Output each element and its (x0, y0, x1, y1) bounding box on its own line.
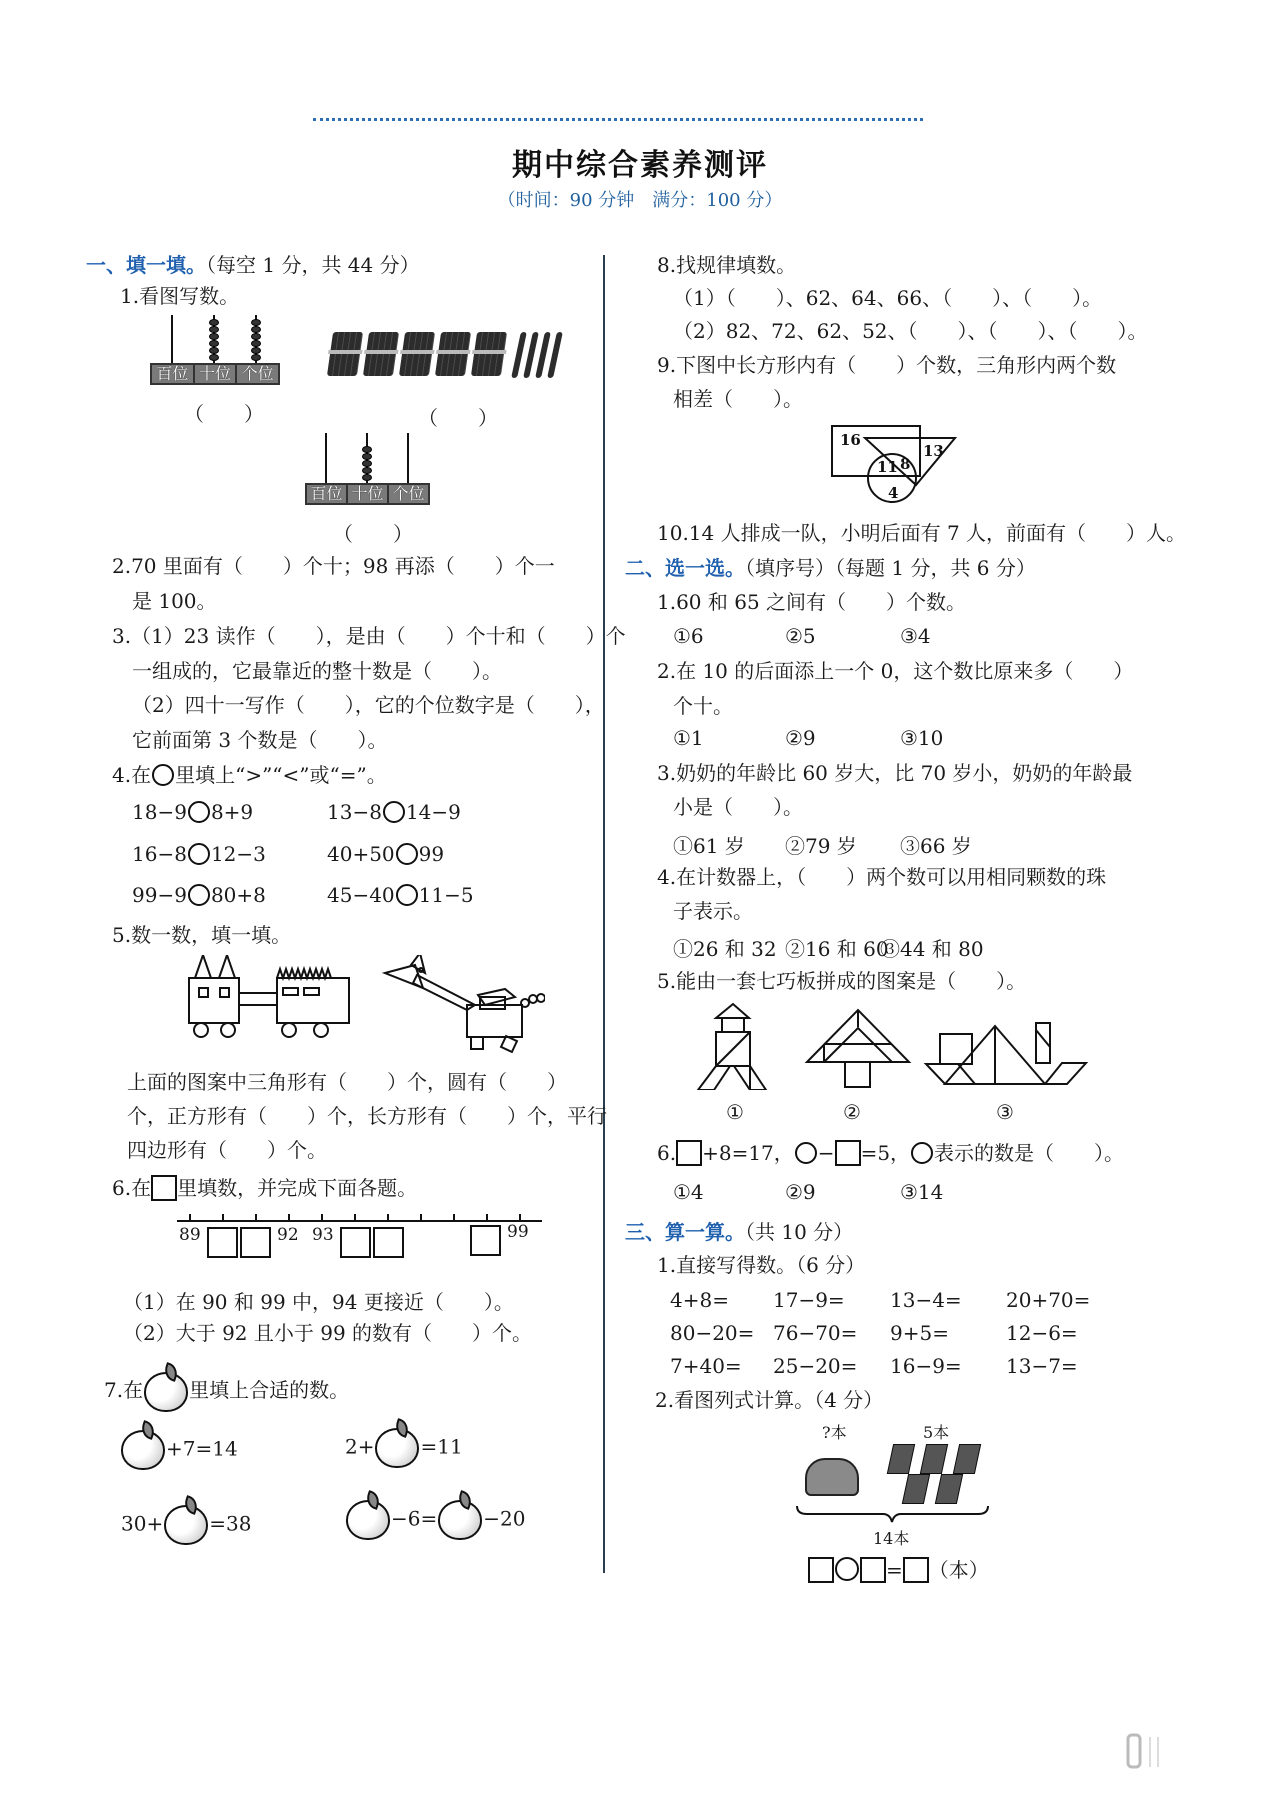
q4-text-post: 里填上“>”“<”或“=”。 (175, 763, 387, 787)
s2-q4-line2: 子表示。 (673, 899, 753, 923)
shapes-numbers-figure (820, 423, 970, 508)
option[interactable]: ②79 岁 (785, 834, 857, 858)
numberline-label: 92 (277, 1225, 299, 1245)
square-icon (835, 1140, 861, 1166)
option[interactable]: ①26 和 32 (673, 937, 777, 961)
option[interactable]: ①61 岁 (673, 834, 745, 858)
corner-watermark-icon (1120, 1731, 1180, 1771)
answer-box[interactable] (903, 1557, 929, 1583)
q9-line1: 9.下图中长方形内有（ ）个数，三角形内两个数 (657, 353, 1117, 377)
stick-bundle (471, 332, 507, 376)
q9-line2: 相差（ ）。 (673, 387, 803, 411)
q8-sub1: （1）（ ）、62、64、66、（ ）、（ ）。 (673, 286, 1103, 310)
q4-text (112, 762, 387, 788)
q3-line1: 3.（1）23 读作（ ），是由（ ）个十和（ ）个 (112, 624, 626, 648)
compare-circle[interactable] (188, 801, 210, 823)
label-known: 5本 (923, 1423, 950, 1442)
circle-icon (795, 1142, 817, 1164)
svg-text:4: 4 (888, 484, 899, 502)
option[interactable]: ③10 (900, 726, 944, 750)
option[interactable]: ③66 岁 (900, 834, 972, 858)
apple-equation-1: +7=14 (120, 1430, 238, 1470)
page-subtitle: （时间：90 分钟 满分：100 分） (497, 190, 783, 211)
q1-1-text: 1.看图写数。 (120, 284, 240, 308)
square-icon (676, 1140, 702, 1166)
schoolbag-icon (805, 1458, 859, 1496)
section2-note: （填序号）（每题 1 分，共 6 分） (745, 556, 1036, 580)
abacus-label-ones: 个位 (392, 484, 425, 503)
arithmetic-item: 12−6= (1006, 1321, 1078, 1345)
abacus-label-hundreds: 百位 (152, 365, 195, 383)
circle-icon (911, 1142, 933, 1164)
option[interactable]: ②5 (785, 624, 816, 648)
figure-label: ③ (996, 1100, 1014, 1124)
svg-text:13: 13 (923, 442, 944, 460)
s2-q5-text: 5.能由一套七巧板拼成的图案是（ ）。 (657, 969, 1027, 993)
s2-q6-text: 6. +8=17， − =5， 表示的数是（ ）。 (657, 1141, 1125, 1165)
numberline-box[interactable] (207, 1227, 238, 1258)
option[interactable]: ①4 (673, 1180, 704, 1204)
shapes-figure (185, 955, 545, 1055)
q6-sub2: （2）大于 92 且小于 99 的数有（ ）个。 (123, 1321, 533, 1345)
option[interactable]: ②9 (785, 1180, 816, 1204)
section2-title: 二、选一选。 (625, 556, 745, 580)
equation-template: = （本） (808, 1555, 989, 1585)
numberline-box[interactable] (470, 1225, 501, 1256)
option[interactable]: ①1 (673, 726, 704, 750)
svg-text:11: 11 (877, 458, 898, 476)
compare-item: 18−9 8+9 (132, 800, 254, 824)
figure-label: ① (726, 1100, 744, 1124)
numberline-label: 99 (507, 1222, 529, 1242)
apple-equation-2: 2+ =11 (345, 1428, 463, 1468)
answer-box[interactable] (808, 1557, 834, 1583)
compare-item: 99−9 80+8 (132, 883, 266, 907)
section3-title: 三、算一算。 (625, 1220, 745, 1244)
compare-circle[interactable] (188, 884, 210, 906)
arithmetic-item: 9+5= (890, 1321, 949, 1345)
svg-text:16: 16 (840, 431, 861, 449)
tangram-figures (690, 1002, 1110, 1090)
operator-circle[interactable] (835, 1557, 859, 1581)
apple-blank[interactable] (164, 1505, 208, 1545)
square-icon (151, 1175, 177, 1201)
s2-q4-line1: 4.在计数器上，（ ）两个数可以用相同颗数的珠 (657, 865, 1107, 889)
q3-line2: 一组成的，它最靠近的整十数是（ ）。 (132, 659, 502, 683)
section1-heading (86, 252, 420, 278)
numberline-label: 89 (179, 1225, 201, 1245)
page-title: 期中综合素养测评 (512, 148, 768, 183)
s2-q3-line2: 小是（ ）。 (673, 795, 803, 819)
answer-box[interactable] (860, 1557, 886, 1583)
stick-bundle (399, 332, 435, 376)
header-dotted-rule (313, 118, 923, 121)
stick-bundle (327, 332, 363, 376)
abacus-label-tens: 十位 (195, 365, 238, 383)
q10-text: 10.14 人排成一队，小明后面有 7 人，前面有（ ）人。 (657, 521, 1187, 545)
option[interactable]: ③4 (900, 624, 931, 648)
arithmetic-item: 7+40= (670, 1354, 742, 1378)
book-icon (920, 1444, 948, 1474)
section3-note: （共 10 分） (745, 1220, 854, 1244)
q3-line4: 它前面第 3 个数是（ ）。 (132, 728, 388, 752)
option[interactable]: ②9 (785, 726, 816, 750)
arithmetic-item: 20+70= (1006, 1288, 1091, 1312)
arithmetic-item: 13−7= (1006, 1354, 1078, 1378)
compare-item: 45−40 11−5 (327, 883, 474, 907)
compare-item: 16−8 12−3 (132, 842, 266, 866)
label-total: 14本 (873, 1529, 910, 1548)
brace (795, 1504, 990, 1524)
apple-blank[interactable] (375, 1428, 419, 1468)
s2-q2-line1: 2.在 10 的后面添上一个 0，这个数比原来多（ ） (657, 659, 1134, 683)
section3-heading (625, 1219, 853, 1245)
arithmetic-item: 25−20= (773, 1354, 858, 1378)
abacus-label-hundreds: 百位 (307, 485, 348, 503)
q6-sub1: （1）在 90 和 99 中，94 更接近（ ）。 (123, 1290, 514, 1314)
arithmetic-item: 16−9= (890, 1354, 962, 1378)
option[interactable]: ③14 (900, 1180, 944, 1204)
book-icon (935, 1474, 963, 1504)
abacus-1 (150, 315, 280, 385)
apple-icon (144, 1372, 188, 1412)
q5-text: 5.数一数，填一填。 (112, 923, 292, 947)
compare-item: 13−8 14−9 (327, 800, 461, 824)
option[interactable]: ①6 (673, 624, 704, 648)
q5-line3: 四边形有（ ）个。 (127, 1138, 327, 1162)
abacus-label-tens: 十位 (348, 485, 389, 503)
compare-circle[interactable] (188, 843, 210, 865)
section1-note: （每空 1 分，共 44 分） (206, 253, 420, 277)
q4-text-pre: 4.在 (112, 763, 152, 787)
section2-heading (625, 555, 1036, 581)
single-stick (547, 332, 563, 378)
s3-q2-text: 2.看图列式计算。（4 分） (655, 1388, 884, 1412)
q5-line1: 上面的图案中三角形有（ ）个，圆有（ ） (127, 1070, 567, 1094)
arithmetic-item: 17−9= (773, 1288, 845, 1312)
numberline-label: 93 (312, 1225, 334, 1245)
arithmetic-item: 80−20= (670, 1321, 755, 1345)
numberline-box[interactable] (240, 1227, 271, 1258)
q8-text: 8.找规律填数。 (657, 253, 797, 277)
q1-blank-2[interactable]: （ ） (418, 406, 498, 430)
q6-text: 6.在 里填数，并完成下面各题。 (112, 1176, 418, 1200)
compare-circle[interactable] (396, 884, 418, 906)
apple-blank[interactable] (346, 1500, 390, 1540)
apple-equation-4: −6= −20 (345, 1500, 525, 1540)
abacus-label-ones: 个位 (241, 364, 274, 383)
s3-q1-text: 1.直接写得数。（6 分） (657, 1253, 866, 1277)
s2-q2-line2: 个十。 (673, 694, 733, 718)
s2-q3-line1: 3.奶奶的年龄比 60 岁大，比 70 岁小，奶奶的年龄最 (657, 761, 1133, 785)
numberline-box[interactable] (373, 1227, 404, 1258)
book-icon (953, 1444, 981, 1474)
stick-bundle (363, 332, 399, 376)
q1-blank-3[interactable]: （ ） (333, 522, 413, 546)
s2-q1-text: 1.60 和 65 之间有（ ）个数。 (657, 590, 967, 614)
option[interactable]: ③44 和 80 (880, 937, 984, 961)
figure-label: ② (843, 1100, 861, 1124)
circle-icon (152, 764, 174, 786)
section1-title: 一、填一填。 (86, 253, 206, 277)
book-icon (887, 1444, 915, 1474)
q1-blank-1[interactable]: （ ） (184, 402, 264, 426)
arithmetic-item: 13−4= (890, 1288, 962, 1312)
q3-line3: （2）四十一写作（ ），它的个位数字是（ ）， (132, 693, 605, 717)
compare-item: 40+50 99 (327, 842, 445, 866)
label-unknown: ?本 (822, 1423, 847, 1442)
q5-line2: 个，正方形有（ ）个，长方形有（ ）个，平行 (127, 1104, 607, 1128)
numberline-box[interactable] (340, 1227, 371, 1258)
q8-sub2: （2）82、72、62、52、（ ）、（ ）、（ ）。 (673, 319, 1148, 343)
apple-blank[interactable] (121, 1430, 165, 1470)
compare-circle[interactable] (396, 843, 418, 865)
abacus-2 (305, 433, 430, 505)
apple-blank[interactable] (438, 1500, 482, 1540)
option[interactable]: ②16 和 60 (785, 937, 889, 961)
arithmetic-item: 76−70= (773, 1321, 858, 1345)
number-line (177, 1210, 542, 1285)
stick-bundle (435, 332, 471, 376)
compare-circle[interactable] (383, 801, 405, 823)
book-icon (902, 1474, 930, 1504)
q2-line2: 是 100。 (132, 589, 217, 613)
q7-text: 7.在 里填上合适的数。 (104, 1368, 349, 1412)
arithmetic-item: 4+8= (670, 1288, 729, 1312)
apple-equation-3: 30+ =38 (121, 1505, 251, 1545)
column-divider (603, 255, 605, 1573)
q2-line1: 2.70 里面有（ ）个十；98 再添（ ）个一 (112, 554, 555, 578)
svg-text:8: 8 (900, 455, 911, 473)
